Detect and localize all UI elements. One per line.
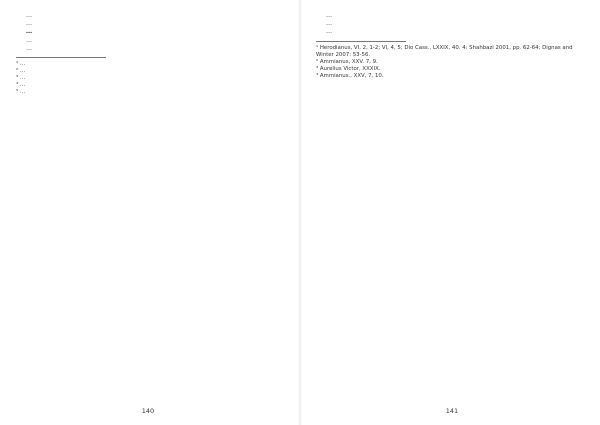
right-footnotes <box>316 45 588 80</box>
page-number-right: 141 <box>445 407 459 415</box>
section-heading: … <box>26 28 33 36</box>
footnote-rule <box>16 57 106 58</box>
right-body <box>316 12 588 37</box>
footnote: ² … <box>16 68 26 75</box>
right-paragraph-1: … <box>326 12 333 19</box>
footnote: ¹ Herodianus, VI, 2, 1-2; VI, 4, 5; Dio Cass., LXXIX, 40. 4: Shahbazi 2001, pp. 62-64; Dignas and Winter 2007: 53-56. <box>316 44 573 58</box>
right-paragraph-3: … <box>326 28 333 36</box>
page-number-left: 140 <box>141 407 155 415</box>
footnote-rule <box>316 41 406 42</box>
left-body <box>16 12 286 53</box>
left-paragraph-2: … <box>26 20 33 28</box>
section-text: … <box>26 36 33 44</box>
right-page <box>304 0 600 425</box>
footnote: ³ Aurelius Victor, XXXIX. <box>316 65 381 72</box>
footnote: ³ … <box>16 75 26 82</box>
left-footnotes <box>16 61 286 96</box>
left-paragraph-1: … <box>26 12 33 19</box>
footnote: ⁴ … <box>16 82 26 89</box>
gutter-shadow <box>298 0 302 425</box>
left-continuation: … <box>26 44 33 52</box>
left-page <box>0 0 296 425</box>
footnote: ⁴ Ammianus., XXV, 7, 10. <box>316 72 384 79</box>
footnote: ² Ammianus, XXV. 7, 9. <box>316 58 378 65</box>
footnote: ¹ … <box>16 61 26 68</box>
footnote: ⁵ … <box>16 89 26 96</box>
right-paragraph-2: … <box>326 20 333 28</box>
